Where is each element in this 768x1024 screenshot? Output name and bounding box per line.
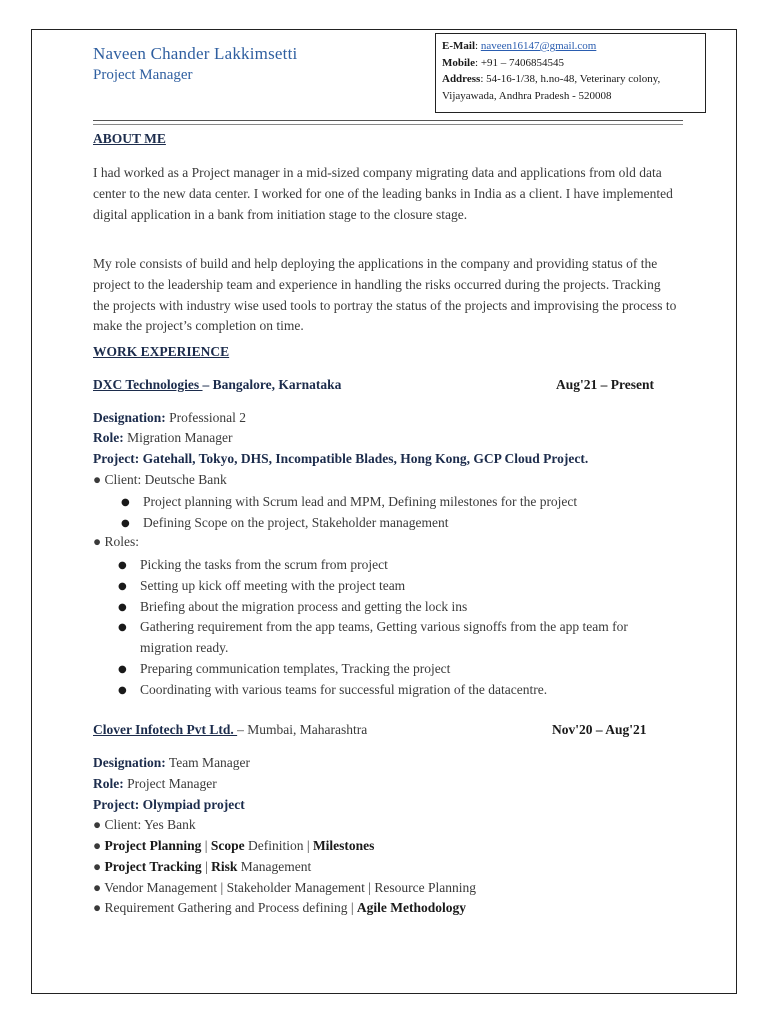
- skill-line-2: ● Project Tracking | Risk Management: [93, 859, 312, 874]
- divider: [93, 120, 683, 121]
- job2-header: [93, 722, 367, 738]
- address-row: Address: 54-16-1/38, h.no-48, Veterinary colony,: [442, 73, 661, 85]
- job1-header: [93, 377, 341, 393]
- email-link[interactable]: naveen16147@gmail.com: [480, 40, 597, 52]
- job1-dates: Aug'21 – Present: [556, 377, 654, 392]
- list-item: Coordinating with various teams for successful migration of the datacentre.: [140, 682, 548, 697]
- job2-role: Role: Project Manager: [93, 776, 217, 791]
- bullet-icon: ●: [121, 497, 130, 508]
- bullet-icon: ●: [118, 581, 127, 592]
- list-item: Setting up kick off meeting with the project team: [140, 578, 406, 593]
- bullet-icon: ●: [118, 685, 127, 696]
- contact-box: [435, 33, 706, 113]
- list-item: Project planning with Scrum lead and MPM, Defining milestones for the project: [143, 494, 578, 509]
- job1-location: – Bangalore, Karnataka: [202, 377, 342, 392]
- job2-company: Clover Infotech Pvt Ltd.: [93, 722, 238, 737]
- work-heading: WORK EXPERIENCE: [93, 344, 230, 359]
- job2-dates: Nov'20 – Aug'21: [552, 722, 647, 737]
- list-item: Picking the tasks from the scrum from project: [140, 557, 388, 572]
- job1-project: Project: Gatehall, Tokyo, DHS, Incompatible Blades, Hong Kong, GCP Cloud Project.: [93, 451, 589, 466]
- job1-roles-label: ● Roles:: [93, 534, 140, 549]
- skill-line-4: ● Requirement Gathering and Process defining | Agile Methodology: [93, 900, 467, 915]
- job1-client: ● Client: Deutsche Bank: [93, 472, 227, 487]
- skill-line-1: ● Project Planning | Scope Definition | Milestones: [93, 838, 375, 853]
- list-item: Defining Scope on the project, Stakeholder management: [143, 515, 449, 530]
- divider: [93, 124, 683, 125]
- about-paragraph-2: My role consists of build and help deploying the applications in the company and providing status of the project to the leadership team and experience in handling the risks occurred during the projects. Tracking the projects with industry wise used tools to portray the status of the projects and improvising the process to make the project’s completion on time.: [93, 256, 677, 334]
- bullet-icon: ●: [121, 518, 130, 529]
- job1-company: DXC Technologies: [93, 377, 203, 392]
- bullet-icon: ●: [118, 622, 127, 633]
- about-heading: ABOUT ME: [93, 131, 166, 146]
- list-item: Briefing about the migration process and getting the lock ins: [140, 599, 468, 614]
- skill-line-3: ● Vendor Management | Stakeholder Management | Resource Planning: [93, 880, 476, 895]
- job2-project: Project: Olympiad project: [93, 797, 245, 812]
- bullet-icon: ●: [118, 560, 127, 571]
- list-item: Gathering requirement from the app teams, Getting various signoffs from the app team for migration ready.: [140, 619, 628, 655]
- candidate-name: Naveen Chander Lakkimsetti: [93, 44, 298, 63]
- list-item: Preparing communication templates, Tracking the project: [140, 661, 451, 676]
- job2-designation: Designation: Team Manager: [93, 755, 251, 770]
- mobile-row: Mobile: +91 – 7406854545: [442, 56, 565, 69]
- job2-client: ● Client: Yes Bank: [93, 817, 196, 832]
- job2-location: – Mumbai, Maharashtra: [237, 722, 368, 737]
- job1-designation: Designation: Professional 2: [93, 410, 247, 425]
- bullet-icon: ●: [118, 602, 127, 613]
- candidate-title: Project Manager: [93, 67, 193, 83]
- job1-role: Role: Migration Manager: [93, 430, 233, 445]
- bullet-icon: ●: [118, 664, 127, 675]
- address-row-2: Vijayawada, Andhra Pradesh - 520008: [442, 89, 612, 102]
- about-paragraph-1: I had worked as a Project manager in a mid-sized company migrating data and applications from old data center to the new data center. I worked for one of the leading banks in India as a client. I have implemented digital application in a bank from initiation stage to the closure stage.: [93, 165, 673, 222]
- email-row: E-Mail: naveen16147@gmail.com: [442, 40, 597, 52]
